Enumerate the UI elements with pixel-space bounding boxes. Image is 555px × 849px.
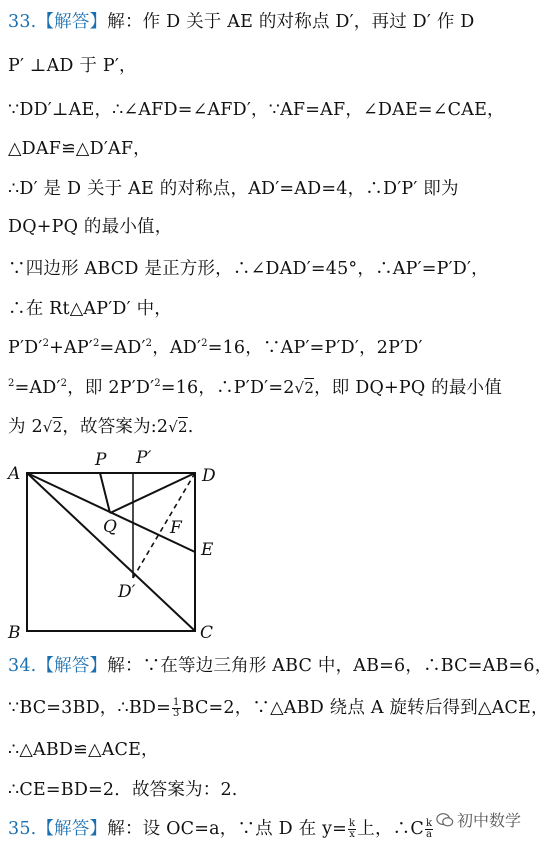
- q34-answer-tag: 解答: [54, 656, 90, 676]
- q33-line-7: ∵四边形 ABCD 是正方形，∴∠DAD′=45°，∴AP′=P′D′，: [8, 259, 489, 279]
- q34-line-2: ∵BC=3BD，∴BD= $\frac{1}{3}$ BC=2，∵△ABD 绕点 A 旋转后得到△ACE，: [8, 697, 549, 719]
- sqrt-symbol: √2: [294, 379, 315, 397]
- q35-line-1: 35.【解答】解：设 OC=a，∵点 D 在 y= $\frac{k}{x}$ 上，∴C $\frac{k}{a}$: [8, 818, 433, 840]
- q33-line-2: P′ ⊥AD 于 P′，: [8, 56, 137, 76]
- segment-qd: [110, 473, 195, 513]
- q33-line-3: ∵DD′⊥AE，∴∠AFD=∠AFD′，∵AF=AF，∠DAE=∠CAE，: [8, 100, 505, 120]
- square-geometry-figure: [0, 445, 240, 645]
- watermark-text: 初中数学: [457, 811, 522, 830]
- q33-number: 33.: [8, 12, 37, 32]
- q33-line-4: △DAF≌△D′AF，: [8, 139, 151, 159]
- label-e: E: [201, 540, 214, 560]
- label-b: B: [8, 623, 21, 643]
- q34-line-1: 34.【解答】解：∵在等边三角形 ABC 中，AB=6，∴BC=AB=6，: [8, 656, 553, 676]
- q33-line-8: ∴在 Rt△AP′D′ 中，: [8, 299, 172, 319]
- fraction-one-third: $\frac{1}{3}$: [173, 697, 180, 719]
- q33-line-9: $P'D'^2+AP'^2=AD'^2$，$AD'^2=16$，∵AP′=P′D′，2P′D′: [8, 338, 423, 358]
- watermark: [436, 808, 521, 831]
- sqrt-symbol: √2: [168, 418, 188, 436]
- label-q: Q: [103, 517, 117, 537]
- label-p-prime: P′: [136, 448, 152, 468]
- q33-line-10: $^2=AD'^2$，即 $2P'D'^2=16$，∴P′D′=2√2，即 DQ+PQ 的最小值: [8, 378, 502, 398]
- label-a: A: [8, 464, 21, 484]
- diagonal-ac: [27, 473, 195, 631]
- q35-number: 35.: [8, 819, 37, 839]
- q33-line-1: 33.【解答】解：作 D 关于 AE 的对称点 D′，再过 D′ 作 D: [8, 12, 475, 32]
- label-p: P: [95, 450, 107, 470]
- q34-line-4: ∴CE=BD=2．故答案为：2.: [8, 780, 238, 800]
- q33-line-5: ∴D′ 是 D 关于 AE 的对称点，AD′=AD=4，∴D′P′ 即为: [8, 179, 459, 199]
- label-d: D: [202, 466, 216, 486]
- dashed-dd-prime: [133, 473, 195, 578]
- q33-answer-tag: 解答: [54, 12, 90, 32]
- fraction-k-over-x: $\frac{k}{x}$: [349, 818, 356, 840]
- q34-line-3: ∴△ABD≌△ACE，: [8, 740, 159, 760]
- sqrt-symbol: √2: [42, 418, 63, 436]
- label-c: C: [200, 623, 214, 643]
- q33-line-11: 为 2√2，故答案为:2√2.: [8, 417, 194, 437]
- q35-answer-tag: 解答: [54, 819, 90, 839]
- wechat-icon: [436, 811, 454, 829]
- q33-text-1: 解：作 D 关于 AE 的对称点 D′，再过 D′ 作 D: [107, 12, 475, 32]
- q34-number: 34.: [8, 656, 37, 676]
- label-d-prime: D′: [118, 582, 136, 602]
- q33-line-6: DQ+PQ 的最小值，: [8, 217, 173, 237]
- label-f: F: [170, 518, 182, 538]
- fraction-k-over-a: $\frac{k}{a}$: [425, 818, 433, 840]
